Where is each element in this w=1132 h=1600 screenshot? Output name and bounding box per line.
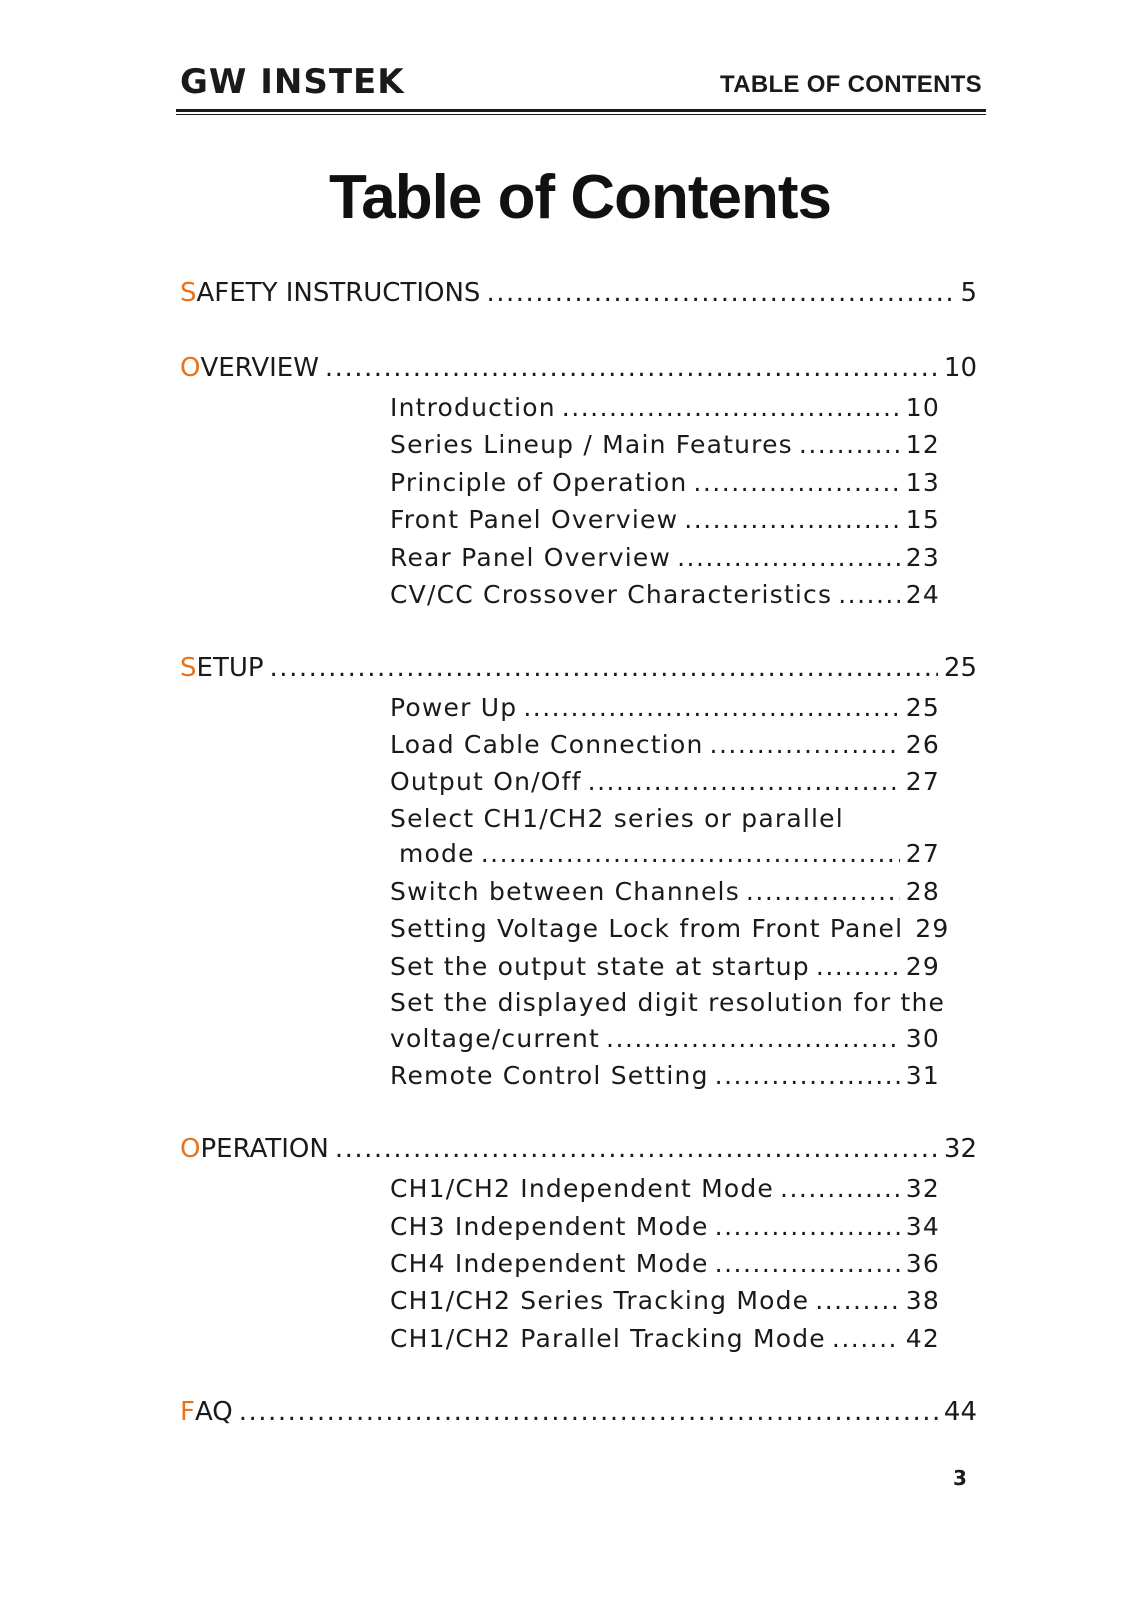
dot-leader [799, 430, 900, 459]
toc-entry[interactable] [390, 1286, 940, 1315]
section-page: 5 [960, 278, 977, 308]
section-title: AQ [194, 1397, 233, 1427]
dot-leader [270, 653, 938, 683]
toc-entry[interactable] [390, 730, 940, 759]
toc-section-setup[interactable] [180, 653, 977, 683]
entry-title: Remote Control Setting [390, 1061, 709, 1090]
entry-page: 23 [905, 543, 940, 572]
entry-title: CH4 Independent Mode [390, 1249, 709, 1278]
entry-page: 27 [905, 839, 940, 868]
dot-leader [523, 693, 899, 722]
section-page: 10 [943, 353, 977, 383]
toc-entry-line2[interactable] [390, 839, 940, 868]
entry-page: 29 [915, 914, 950, 943]
entry-page: 36 [905, 1249, 940, 1278]
entry-title: Switch between Channels [390, 877, 740, 906]
entry-title: CH3 Independent Mode [390, 1212, 709, 1241]
toc-entry[interactable] [390, 430, 940, 459]
section-initial: O [180, 353, 201, 383]
entry-page: 12 [905, 430, 940, 459]
entry-title-continued: mode [399, 839, 475, 868]
entry-page: 28 [905, 877, 940, 906]
section-initial: O [180, 1134, 201, 1164]
toc-entry[interactable] [390, 952, 940, 981]
dot-leader [815, 1286, 900, 1315]
dot-leader [710, 730, 900, 759]
dot-leader [562, 393, 900, 422]
toc-entry[interactable] [390, 468, 940, 497]
dot-leader [588, 767, 900, 796]
entry-page: 15 [905, 505, 940, 534]
brand-logo: GW INSTEK [180, 62, 405, 102]
entry-title: CH1/CH2 Independent Mode [390, 1174, 775, 1203]
dot-leader [832, 1324, 900, 1353]
dot-leader [486, 278, 954, 308]
dot-leader [715, 1212, 900, 1241]
dot-leader [693, 468, 899, 497]
dot-leader [677, 543, 900, 572]
toc-entry[interactable] [390, 877, 940, 906]
dot-leader [816, 952, 900, 981]
dot-leader [481, 839, 900, 868]
entry-title: Set the output state at startup [390, 952, 810, 981]
toc-entry[interactable] [390, 1061, 940, 1090]
entry-title: Load Cable Connection [390, 730, 704, 759]
header-rule [176, 109, 986, 115]
toc-entry[interactable] [390, 693, 940, 722]
entry-page: 31 [905, 1061, 940, 1090]
entry-page: 38 [905, 1286, 940, 1315]
entry-page: 34 [905, 1212, 940, 1241]
dot-leader [325, 353, 938, 383]
entry-title: Introduction [390, 393, 556, 422]
dot-leader [239, 1397, 938, 1427]
entry-title: CV/CC Crossover Characteristics [390, 580, 833, 609]
toc-entry-line1[interactable] [390, 804, 940, 833]
section-title: VERVIEW [200, 353, 319, 383]
section-title: PERATION [200, 1134, 329, 1164]
toc-entry[interactable] [390, 1324, 940, 1353]
section-page: 44 [943, 1397, 977, 1427]
toc-section-faq[interactable] [180, 1397, 977, 1427]
section-initial: S [180, 278, 197, 308]
entry-page: 13 [905, 468, 940, 497]
entry-title: Output On/Off [390, 767, 582, 796]
entry-page: 42 [905, 1324, 940, 1353]
dot-leader [684, 505, 900, 534]
running-header: TABLE OF CONTENTS [720, 71, 982, 98]
section-title: ETUP [196, 653, 264, 683]
section-title: AFETY INSTRUCTIONS [196, 278, 481, 308]
toc-entry[interactable] [390, 580, 940, 609]
toc-entry[interactable] [390, 543, 940, 572]
dot-leader [780, 1174, 900, 1203]
toc-entry[interactable] [390, 505, 940, 534]
toc-entry[interactable] [390, 767, 940, 796]
toc-entry[interactable] [390, 1249, 940, 1278]
toc-entry[interactable] [390, 1174, 940, 1203]
entry-page: 30 [905, 1024, 940, 1053]
dot-leader [606, 1024, 900, 1053]
toc-entry-line1[interactable] [390, 988, 946, 1017]
toc-entry[interactable] [390, 914, 950, 943]
dot-leader [838, 580, 900, 609]
entry-title: CH1/CH2 Series Tracking Mode [390, 1286, 810, 1315]
toc-section-safety[interactable] [180, 278, 977, 308]
entry-title: Set the displayed digit resolution for the [390, 988, 946, 1017]
page-title: Table of Contents [329, 163, 831, 232]
entry-page: 10 [905, 393, 940, 422]
entry-page: 29 [905, 952, 940, 981]
entry-title: Front Panel Overview [390, 505, 679, 534]
section-page: 25 [943, 653, 977, 683]
entry-title: Select CH1/CH2 series or parallel [390, 804, 844, 833]
section-initial: F [180, 1397, 195, 1427]
toc-section-overview[interactable] [180, 353, 977, 383]
entry-title-continued: voltage/current [390, 1024, 601, 1053]
entry-page: 26 [905, 730, 940, 759]
dot-leader [746, 877, 900, 906]
dot-leader [715, 1249, 900, 1278]
toc-entry-line2[interactable] [390, 1024, 940, 1053]
entry-page: 24 [905, 580, 940, 609]
entry-title: Power Up [390, 693, 518, 722]
page-number: 3 [953, 1466, 967, 1490]
section-page: 32 [943, 1134, 977, 1164]
toc-section-operation[interactable] [180, 1134, 977, 1164]
entry-title: Rear Panel Overview [390, 543, 672, 572]
dot-leader [715, 1061, 900, 1090]
entry-page: 27 [905, 767, 940, 796]
entry-title: CH1/CH2 Parallel Tracking Mode [390, 1324, 826, 1353]
entry-title: Setting Voltage Lock from Front Panel [390, 914, 904, 943]
dot-leader [335, 1134, 938, 1164]
entry-title: Series Lineup / Main Features [390, 430, 793, 459]
entry-title: Principle of Operation [390, 468, 688, 497]
toc-entry[interactable] [390, 393, 940, 422]
toc-entry[interactable] [390, 1212, 940, 1241]
section-initial: S [180, 653, 197, 683]
entry-page: 25 [905, 693, 940, 722]
entry-page: 32 [905, 1174, 940, 1203]
